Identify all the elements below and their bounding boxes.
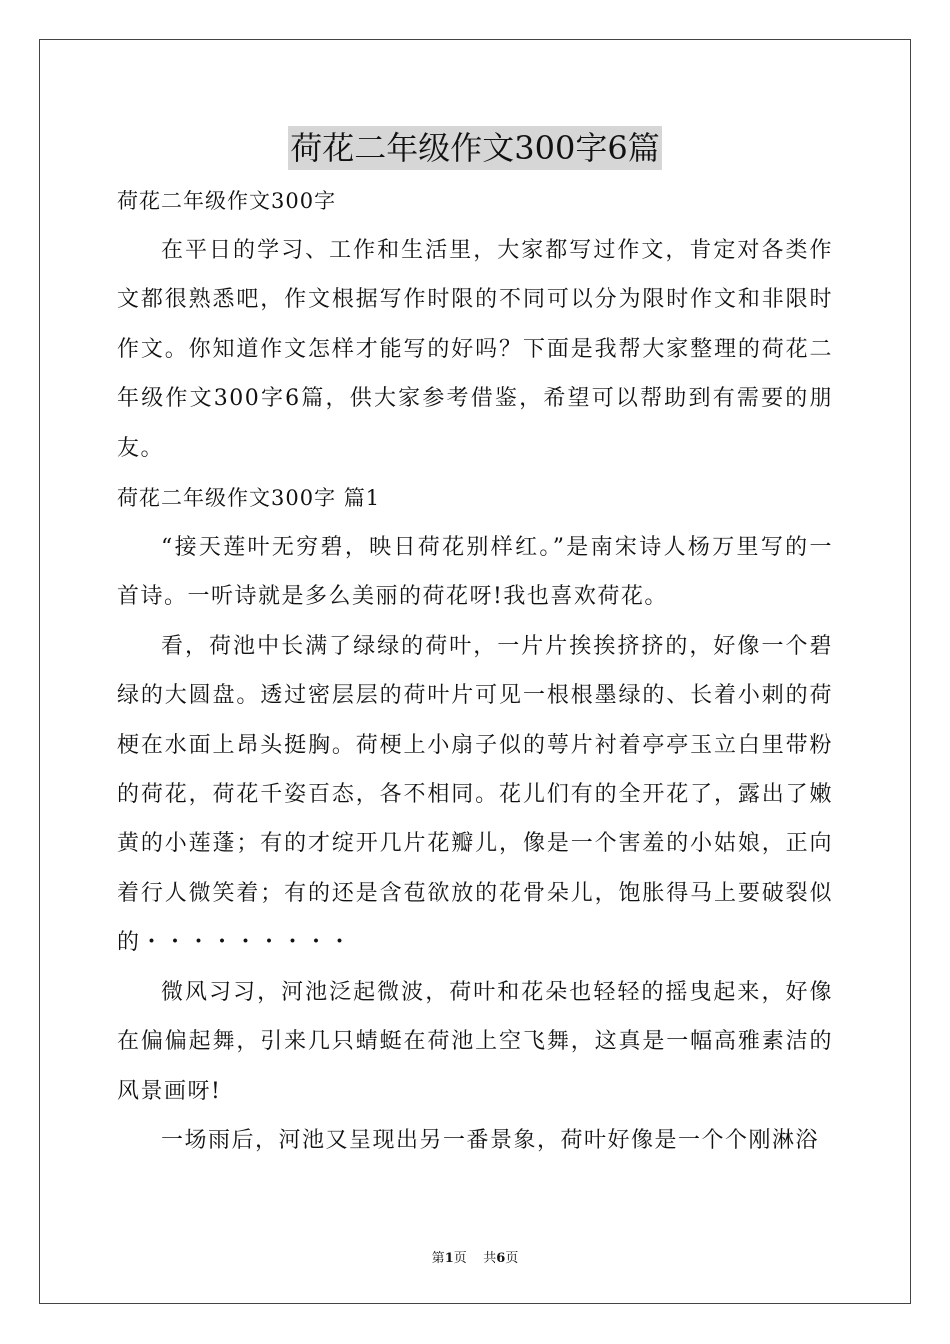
- essay-heading-1: 荷花二年级作文300字 篇1: [117, 486, 381, 511]
- essay-paragraph: 一场雨后，河池又呈现出另一番景象，荷叶好像是一个个刚淋浴: [161, 1127, 820, 1153]
- footer-middle: 页 共: [453, 1251, 497, 1266]
- footer-suffix: 页: [505, 1251, 519, 1266]
- essay-paragraph: 微风习习，河池泛起微波，荷叶和花朵也轻轻的摇曳起来，好像在偏偏起舞，引来几只蜻蜓在荷池上空飞舞，这真是一幅高雅素洁的风景画呀!: [117, 979, 833, 1104]
- essay-paragraph: 看，荷池中长满了绿绿的荷叶，一片片挨挨挤挤的，好像一个碧绿的大圆盘。透过密层层的荷叶片可见一根根墨绿的、长着小刺的荷梗在水面上昂头挺胸。荷梗上小扇子似的萼片衬着亭亭玉立白里带粉的荷花，荷花千姿百态，各不相同。花儿们有的全开花了，露出了嫩黄的小莲蓬；有的才绽开几片花瓣儿，像是一个害羞的小姑娘，正向着行人微笑着；有的还是含苞欲放的花骨朵儿，饱胀得马上要破裂似的・・・・・・・・・: [117, 633, 833, 956]
- intro-paragraph: 在平日的学习、工作和生活里，大家都写过作文，肯定对各类作文都很熟悉吧，作文根据写作时限的不同可以分为限时作文和非限时作文。你知道作文怎样才能写的好吗？下面是我帮大家整理的荷花二年级作文300字6篇，供大家参考借鉴，希望可以帮助到有需要的朋友。: [117, 238, 833, 461]
- footer-total-pages: 6: [496, 1251, 506, 1266]
- section-heading: 荷花二年级作文300字: [117, 189, 337, 213]
- document-body: [117, 176, 833, 1165]
- document-title-text: 荷花二年级作文300字6篇: [288, 126, 661, 170]
- footer-prefix: 第: [431, 1251, 445, 1266]
- document-title: [0, 126, 950, 170]
- footer-current-page: 1: [444, 1251, 454, 1266]
- page-footer: [0, 1247, 950, 1266]
- essay-paragraph: “接天莲叶无穷碧，映日荷花别样红。”是南宋诗人杨万里写的一首诗。一听诗就是多么美丽的荷花呀!我也喜欢荷花。: [117, 535, 833, 610]
